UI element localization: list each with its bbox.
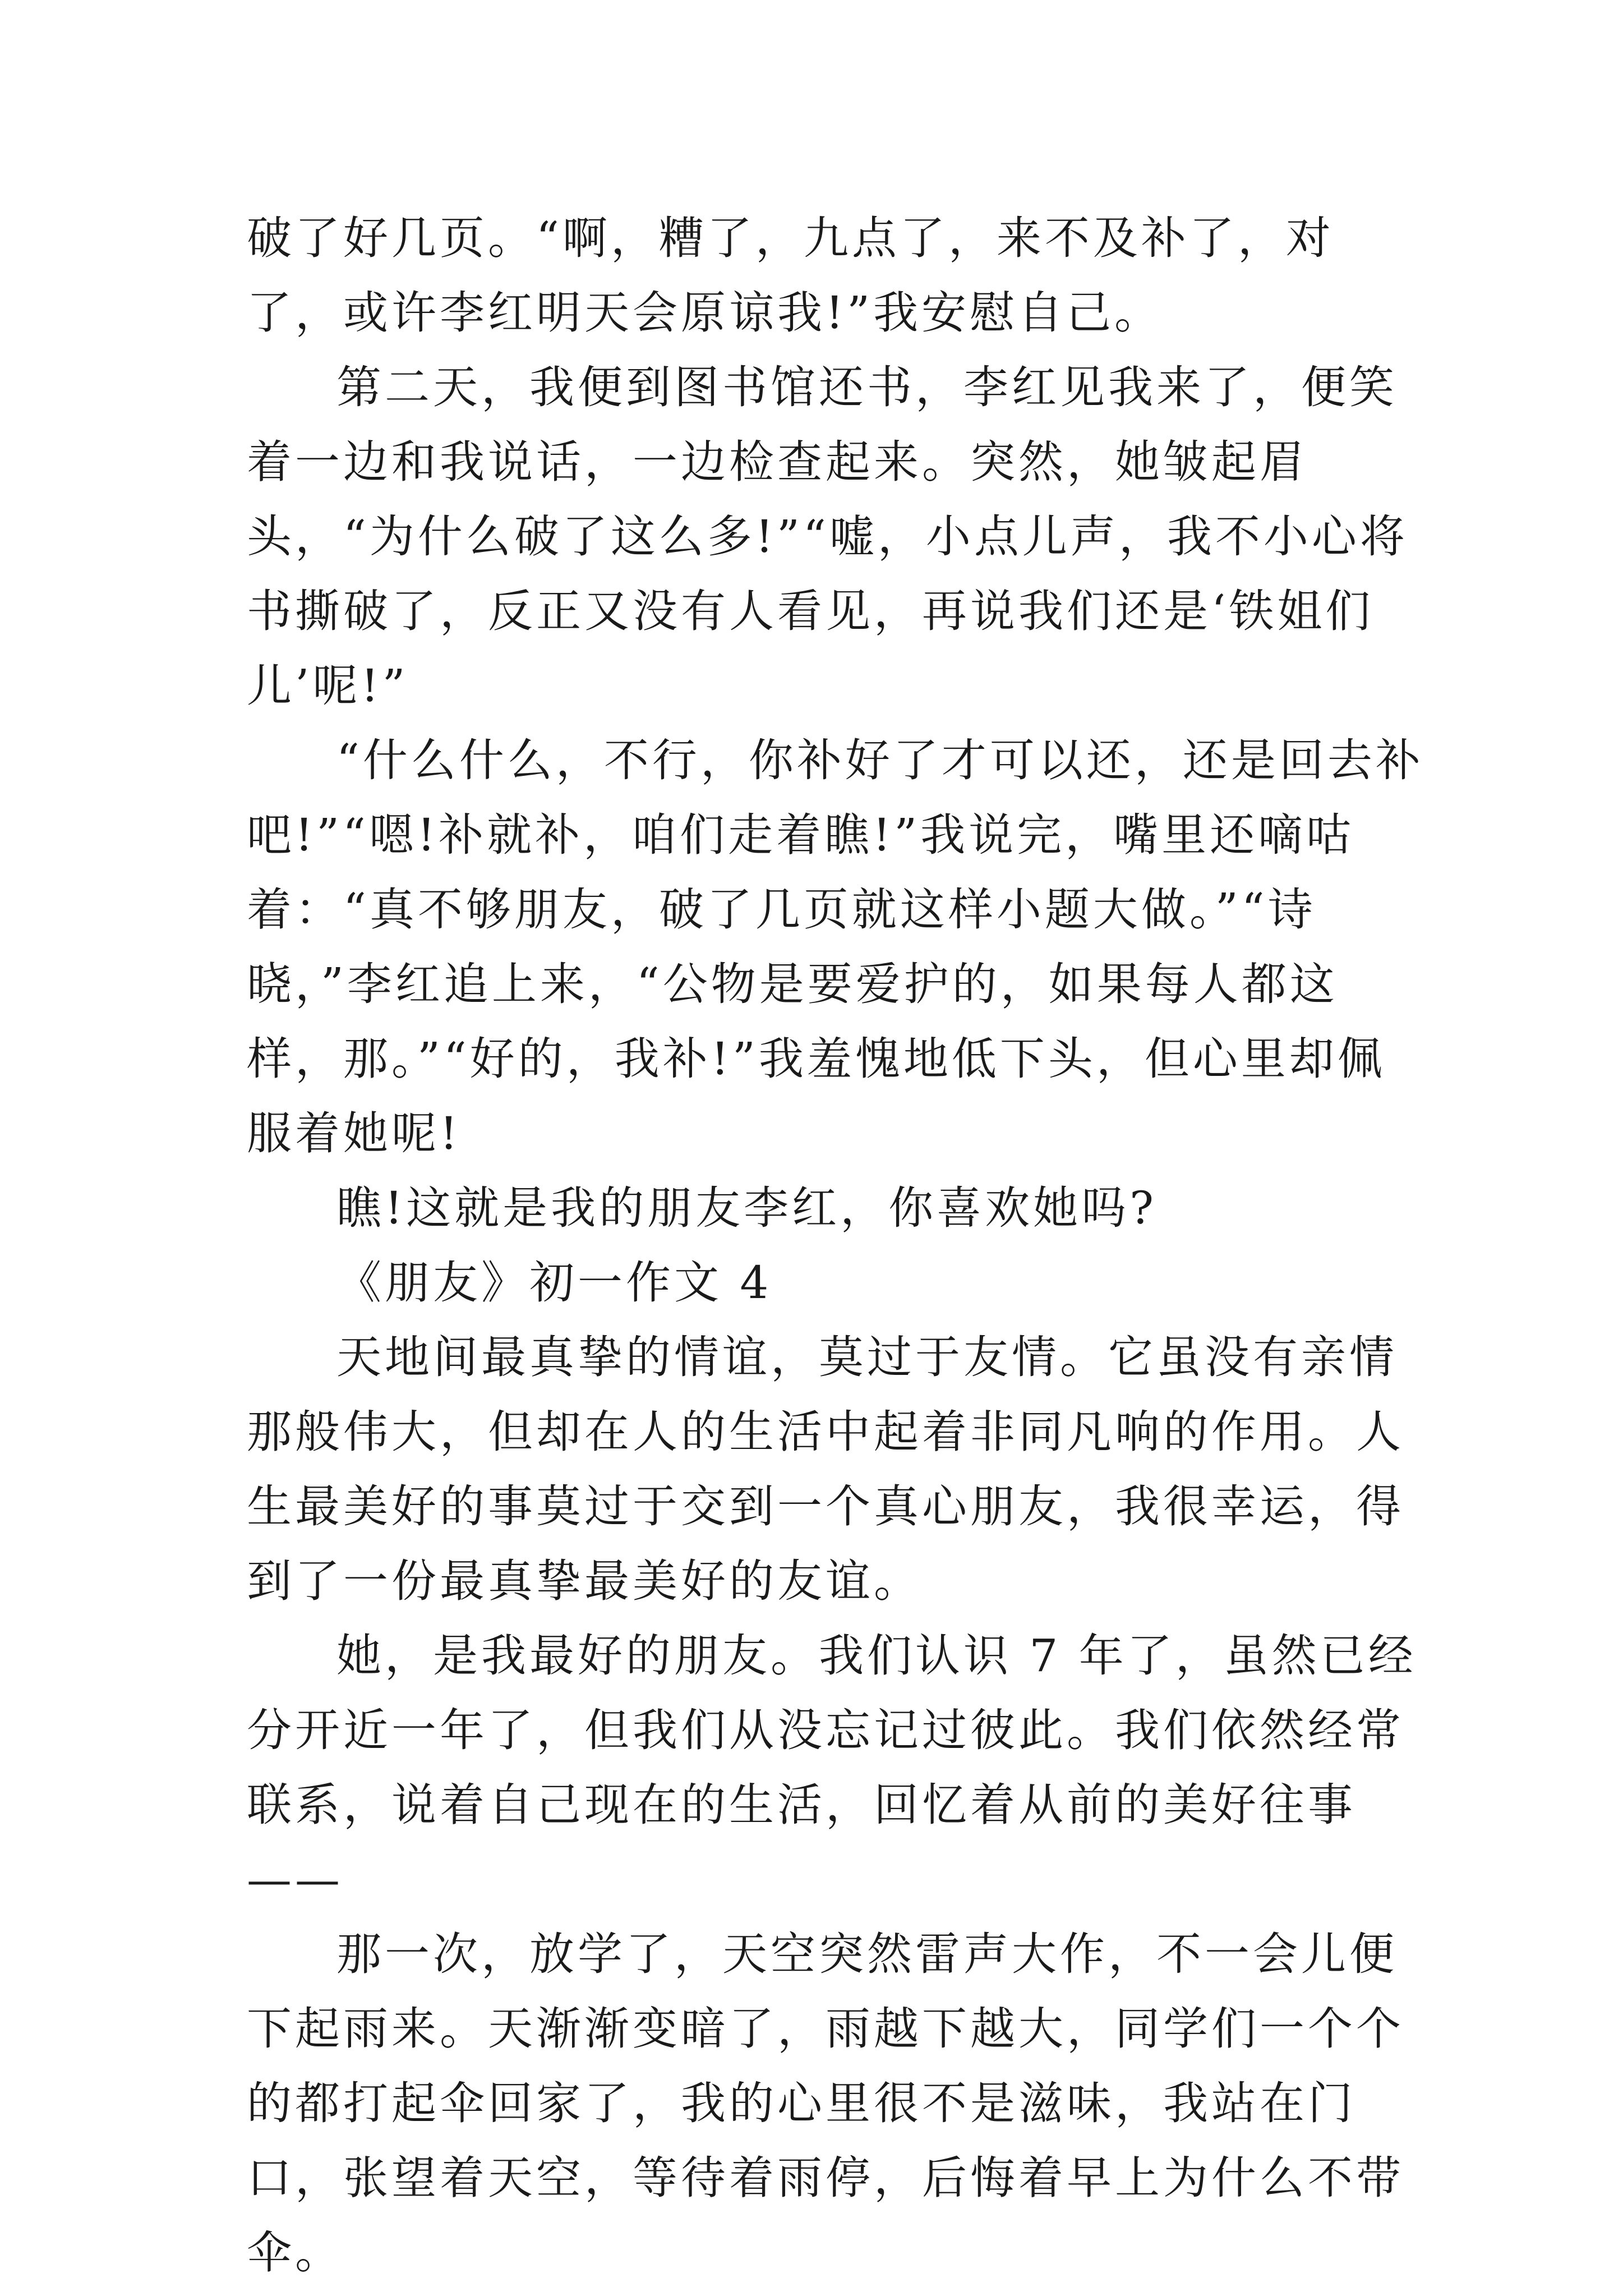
paragraph-4: 瞧!这就是我的朋友李红，你喜欢她吗? — [336, 1182, 1158, 1234]
paragraph-6: 她，是我最好的朋友。我们认识 7 年了，虽然已经分开近一年了，但我们从没忘记过彼此。我们依然经常联系，说着自己现在的生活，回忆着从前的美好往事—— — [247, 1630, 1417, 1906]
paragraph-5: 天地间最真挚的情谊，莫过于友情。它虽没有亲情那般伟大，但却在人的生活中起着非同凡响的作用。人生最美好的事莫过于交到一个真心朋友，我很幸运，得到了一份最真挚最美好的友谊。 — [247, 1331, 1404, 1607]
paragraph-7: 那一次，放学了，天空突然雷声大作，不一会儿便下起雨来。天渐渐变暗了，雨越下越大，同学们一个个的都打起伞回家了，我的心里很不是滋味，我站在门口，张望着天空，等待着雨停，后悔着早上为什么不带伞。 — [247, 1928, 1404, 2279]
document-body — [247, 201, 1424, 2290]
paragraph-3: “什么什么，不行，你补好了才可以还，还是回去补吧!”“嗯!补就补，咱们走着瞧!”我说完，嘴里还嘀咕着：“真不够朋友，破了几页就这样小题大做。”“诗晓，”李红追上来，“公物是要爱护的，如果每人都这样，那。”“好的，我补!”我羞愧地低下头，但心里却佩服着她呢! — [247, 734, 1424, 1159]
paragraph-1: 破了好几页。“啊，糟了，九点了，来不及补了，对了，或许李红明天会原谅我!”我安慰自己。 — [247, 212, 1334, 339]
section-title: 《朋友》初一作文 4 — [336, 1257, 772, 1309]
paragraph-2: 第二天，我便到图书馆还书，李红见我来了，便笑着一边和我说话，一边检查起来。突然，她皱起眉头，“为什么破了这么多!”“嘘，小点儿声，我不小心将书撕破了，反正又没有人看见，再说我们还是‘铁姐们儿’呢!” — [247, 361, 1408, 712]
